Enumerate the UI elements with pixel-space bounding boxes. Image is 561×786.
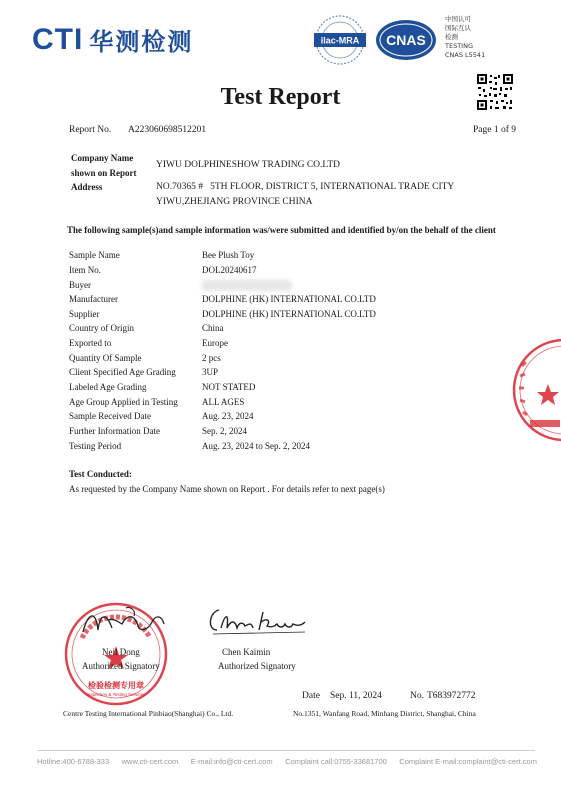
page-indicator: Page 1 of 9 xyxy=(473,125,517,135)
sample-label: Exported to xyxy=(69,338,112,348)
sample-value: NOT STATED xyxy=(202,382,256,392)
sample-label: Buyer xyxy=(69,280,91,290)
sample-value: Aug. 23, 2024 xyxy=(202,411,254,421)
address-line-1: NO.70365 # 5TH FLOOR, DISTRICT 5, INTERNATIONAL TRADE CITY xyxy=(156,182,455,192)
stamp-subtext: Inspection & Testing Services xyxy=(86,692,146,697)
date-label: Date xyxy=(302,691,320,701)
logo-latin: CTI xyxy=(32,22,84,56)
sample-label: Client Specified Age Grading xyxy=(69,367,176,377)
report-no-label: Report No. xyxy=(69,125,112,135)
date-value: Sep. 11, 2024 xyxy=(330,691,382,701)
right-signatory-title: Authorized Signatory xyxy=(218,661,296,671)
sample-label: Labeled Age Grading xyxy=(69,382,147,392)
company-name: YIWU DOLPHINESHOW TRADING CO.LTD xyxy=(156,160,341,170)
no-label: No. xyxy=(410,691,424,701)
cti-logo xyxy=(32,22,193,57)
sample-value: DOLPHINE (HK) INTERNATIONAL CO.LTD xyxy=(202,294,376,304)
sample-label: Manufacturer xyxy=(69,294,118,304)
report-title: Test Report xyxy=(220,84,341,110)
sample-label: Country of Origin xyxy=(69,323,134,333)
left-signatory-name: Neil Dong xyxy=(102,647,140,657)
accreditation-line: 中国认可 xyxy=(445,15,471,23)
testing-company: Centre Testing International Pinbiao(Shanghai) Co., Ltd. xyxy=(63,709,234,718)
ilac-text: ilac-MRA xyxy=(320,35,360,46)
address-line-2: YIWU,ZHEJIANG PROVINCE CHINA xyxy=(156,197,313,207)
test-conducted-text: As requested by the Company Name shown on Report . For details refer to next page(s) xyxy=(69,484,385,494)
test-conducted-heading: Test Conducted: xyxy=(69,469,132,479)
footer-website[interactable]: www.cti-cert.com xyxy=(121,757,179,766)
no-value: T683972772 xyxy=(427,691,476,701)
footer-divider xyxy=(37,750,535,751)
sample-label: Further Information Date xyxy=(69,426,160,436)
footer-complaint-email[interactable]: Complaint E-mail:complaint@cti-cert.com xyxy=(399,757,537,766)
sample-value: 3UP xyxy=(202,367,219,377)
sample-value: 2 pcs xyxy=(202,353,221,363)
accreditation-line: CNAS L5541 xyxy=(445,51,486,59)
right-signatory-name: Chen Kaimin xyxy=(222,647,271,657)
sample-value: Bee Plush Toy xyxy=(202,250,255,260)
stamp-text: 检验检测专用章 xyxy=(88,681,144,690)
sample-label: Sample Received Date xyxy=(69,411,151,421)
ilac-mra-logo xyxy=(312,14,368,66)
right-signature xyxy=(205,604,310,638)
cnas-logo xyxy=(374,18,438,62)
report-no: A223060698512201 xyxy=(128,125,207,135)
sample-value: Aug. 23, 2024 to Sep. 2, 2024 xyxy=(202,441,310,451)
sample-label: Age Group Applied in Testing xyxy=(69,397,178,407)
company-name-label: Company Name shown on Report xyxy=(71,153,137,178)
sample-label: Quantity Of Sample xyxy=(69,353,142,363)
sample-value: DOL20240617 xyxy=(202,265,257,275)
sample-label: Item No. xyxy=(69,265,101,275)
buyer-redaction xyxy=(202,280,292,291)
sample-value: ALL AGES xyxy=(202,397,245,407)
left-signature xyxy=(78,602,168,642)
footer xyxy=(37,757,537,766)
sample-value: Sep. 2, 2024 xyxy=(202,426,247,436)
logo-chinese: 华测检测 xyxy=(89,28,194,56)
left-signatory-title: Authorized Signatory xyxy=(82,661,160,671)
address-label: Address xyxy=(71,182,103,192)
sample-label: Supplier xyxy=(69,309,100,319)
accreditation-line: TESTING xyxy=(445,42,473,50)
edge-stamp xyxy=(508,336,561,444)
sample-value: DOLPHINE (HK) INTERNATIONAL CO.LTD xyxy=(202,309,376,319)
testing-company-address: No.1351, Wanfang Road, Minhang District, Shanghai, China xyxy=(293,709,476,718)
sample-label: Sample Name xyxy=(69,250,120,260)
sample-value: Europe xyxy=(202,338,228,348)
sample-value: China xyxy=(202,323,224,333)
sample-label: Testing Period xyxy=(69,441,122,451)
accreditation-line: 国际互认 xyxy=(445,24,471,32)
accreditation-line: 检测 xyxy=(445,33,458,41)
accreditation-text xyxy=(445,15,485,60)
footer-email[interactable]: E-mail:info@cti-cert.com xyxy=(190,757,273,766)
footer-complaint-call: Complaint call:0755-33681700 xyxy=(285,757,387,766)
cnas-text: CNAS xyxy=(386,32,426,48)
footer-hotline: Hotline:400-6788-333 xyxy=(37,757,110,766)
sample-intro: The following sample(s)and sample information was/were submitted and identified by/on the behalf of the client xyxy=(67,225,496,235)
